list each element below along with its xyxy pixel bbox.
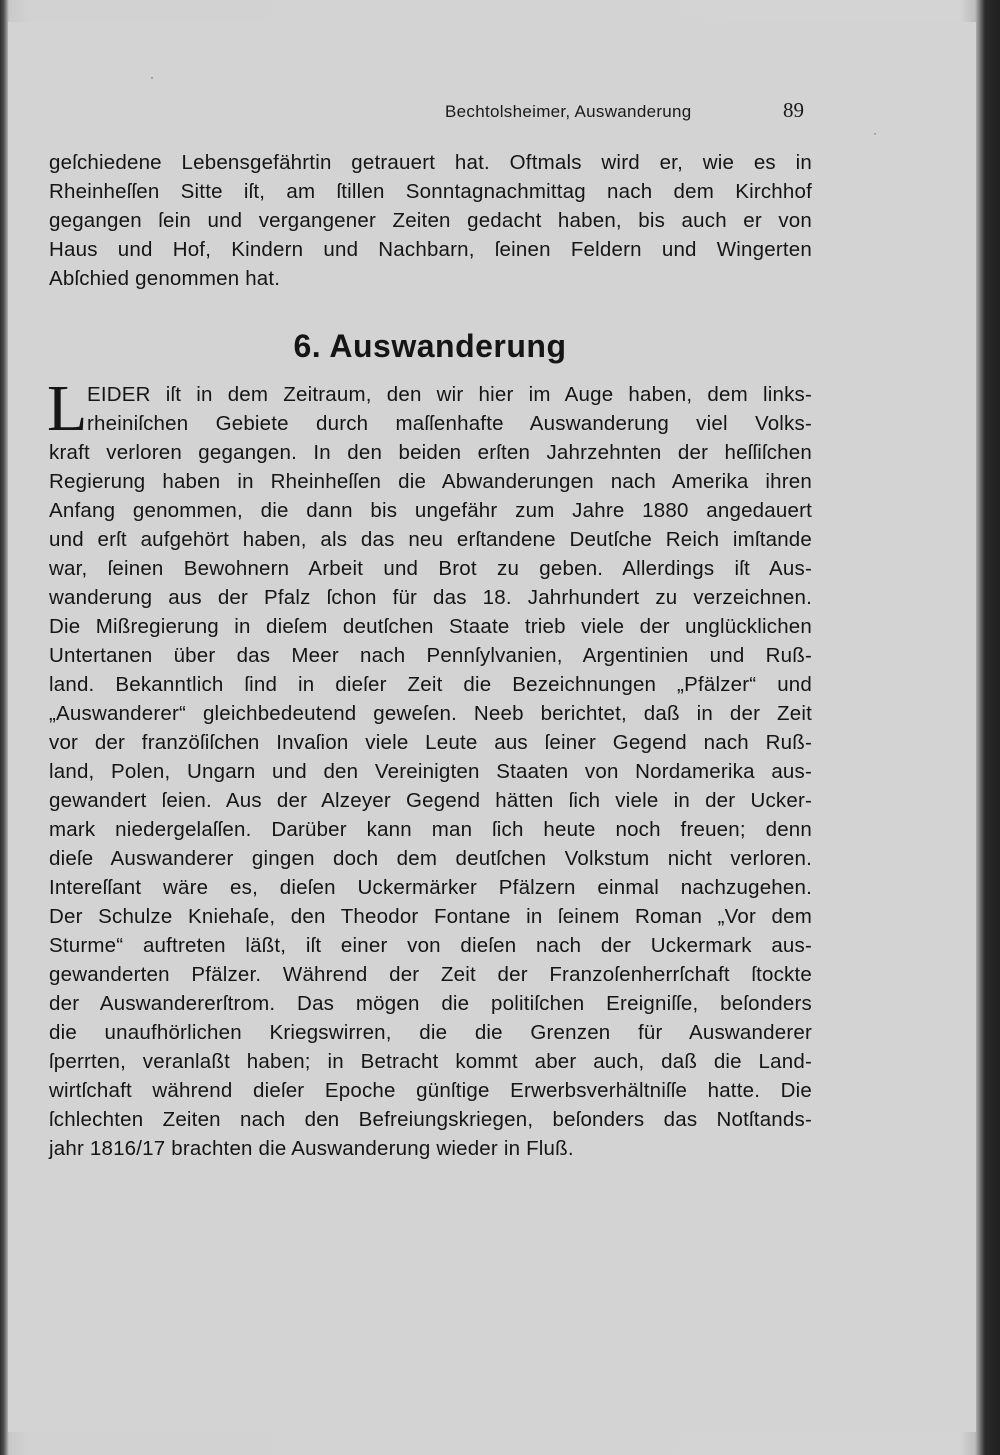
paper-speck: · — [150, 70, 154, 84]
section-heading: 6. Auswanderung — [293, 328, 567, 364]
intro-paragraph — [49, 148, 812, 293]
text-line: war, ſeinen Bewohnern Arbeit und Brot zu geben. Allerdings iſt Aus- — [49, 557, 812, 580]
text-line: kraft verloren gegangen. In den beiden erſten Jahrzehnten der heſſiſchen — [49, 441, 812, 464]
text-line: dieſe Auswanderer gingen doch dem deutſchen Volkstum nicht verloren. — [49, 847, 812, 870]
text-line: rheiniſchen Gebiete durch maſſenhafte Auswanderung viel Volks- — [87, 412, 812, 435]
text-line: gewanderten Pfälzer. Während der Zeit der Franzoſenherrſchaft ſtockte — [49, 963, 812, 986]
text-line: land. Bekanntlich ſind in dieſer Zeit die Bezeichnungen „Pfälzer“ und — [49, 673, 812, 696]
text-line: die unaufhörlichen Kriegswirren, die die Grenzen für Auswanderer — [49, 1021, 812, 1044]
text-line: und erſt aufgehört haben, als das neu erſtandene Deutſche Reich imſtande — [49, 528, 812, 551]
text-line: Anfang genommen, die dann bis ungefähr zum Jahre 1880 angedauert — [49, 499, 812, 522]
text-line: Rheinheſſen Sitte iſt, am ſtillen Sonntagnachmittag nach dem Kirchhof — [49, 180, 812, 203]
text-line: Sturme“ auftreten läßt, iſt einer von dieſen nach der Uckermark aus- — [49, 934, 812, 957]
text-line: vor der franzöſiſchen Invaſion viele Leute aus ſeiner Gegend nach Ruß- — [49, 731, 812, 754]
text-line: ſperrten, veranlaßt haben; in Betracht kommt aber auch, daß die Land- — [49, 1050, 812, 1073]
text-line: „Auswanderer“ gleichbedeutend geweſen. Neeb berichtet, daß in der Zeit — [49, 702, 812, 725]
page-number: 89 — [783, 98, 804, 122]
text-line: Der Schulze Kniehaſe, den Theodor Fontane in ſeinem Roman „Vor dem — [49, 905, 812, 928]
text-line: geſchiedene Lebensgefährtin getrauert hat. Oftmals wird er, wie es in — [49, 151, 812, 174]
text-line: Regierung haben in Rheinheſſen die Abwanderungen nach Amerika ihren — [49, 470, 812, 493]
text-line: Untertanen über das Meer nach Pennſylvanien, Argentinien und Ruß- — [49, 644, 812, 667]
text-line: der Auswandererſtrom. Das mögen die politiſchen Ereigniſſe, beſonders — [49, 992, 812, 1015]
text-line: gewandert ſeien. Aus der Alzeyer Gegend hätten ſich viele in der Ucker- — [49, 789, 812, 812]
text-line: mark niedergelaſſen. Darüber kann man ſich heute noch freuen; denn — [49, 818, 812, 841]
text-line: Haus und Hof, Kindern und Nachbarn, ſeinen Feldern und Wingerten — [49, 238, 812, 261]
text-line: jahr 1816/17 brachten die Auswanderung wieder in Fluß. — [49, 1137, 574, 1160]
running-head: Bechtolsheimer, Auswanderung — [445, 102, 692, 121]
text-line: wirtſchaft während dieſer Epoche günſtige Erwerbsverhältniſſe hatte. Die — [49, 1079, 812, 1102]
text-line: Abſchied genommen hat. — [49, 267, 281, 290]
text-line: gegangen ſein und vergangener Zeiten gedacht haben, bis auch er von — [49, 209, 812, 232]
text-line: Intereſſant wäre es, dieſen Uckermärker Pfälzern einmal nachzugehen. — [49, 876, 812, 899]
page-header — [0, 98, 1000, 128]
text-line: EIDER iſt in dem Zeitraum, den wir hier im Auge haben, dem links- — [87, 383, 812, 406]
text-line: Die Mißregierung in dieſem deutſchen Staate trieb viele der unglücklichen — [49, 615, 812, 638]
text-line: land, Polen, Ungarn und den Vereinigten Staaten von Nordamerika aus- — [49, 760, 812, 783]
section-body — [47, 372, 812, 1163]
text-line: wanderung aus der Pfalz ſchon für das 18. Jahrhundert zu verzeichnen. — [49, 586, 812, 609]
text-line: ſchlechten Zeiten nach den Befreiungskriegen, beſonders das Notſtands- — [49, 1108, 812, 1131]
drop-cap: L — [47, 372, 88, 445]
paper-speck: · — [873, 126, 877, 140]
